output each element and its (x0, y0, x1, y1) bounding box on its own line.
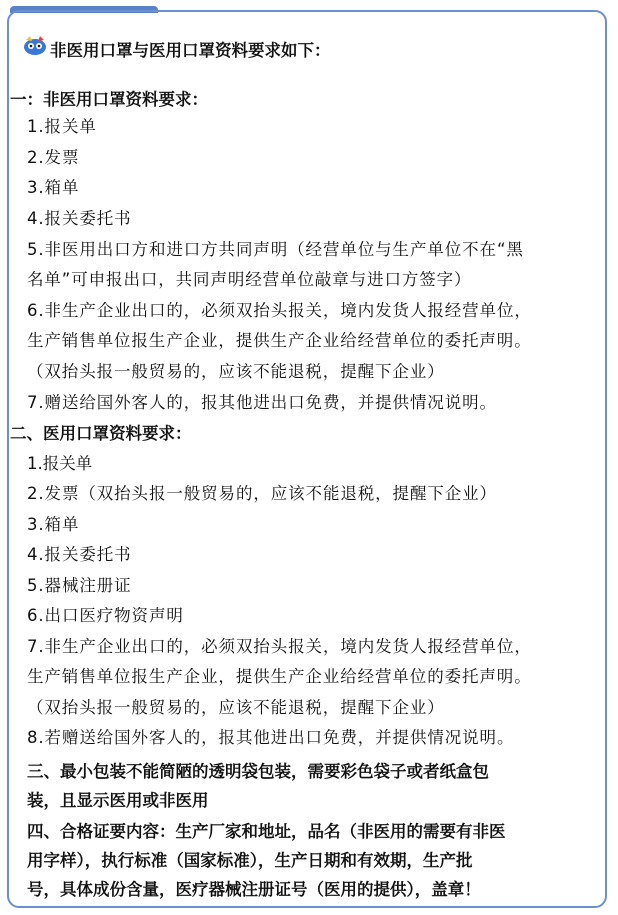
list-item: 5.器械注册证 (27, 576, 132, 595)
list-item: 2.发票（双抬头报一般贸易的，应该不能退税，提醒下企业） (27, 484, 497, 503)
section-paragraph: 号，具体成份含量，医疗器械注册证号（医用的提供），盖章！ (27, 880, 481, 899)
list-item: 8.若赠送给国外客人的，报其他进出口免费，并提供情况说明。 (27, 728, 515, 747)
section-paragraph: 装，且显示医用或非医用 (27, 791, 209, 810)
section-paragraph: 四、合格证要内容：生产厂家和地址，品名（非医用的需要有非医 (27, 822, 506, 841)
list-item: 3.箱单 (27, 515, 80, 534)
section-heading: 一：非医用口罩资料要求： (10, 90, 208, 109)
list-item: 7.非生产企业出口的，必须双抬头报关，境内发货人报经营单位， (27, 637, 532, 656)
section-paragraph: 三、最小包装不能简陋的透明袋包装，需要彩色袋子或者纸盒包 (27, 762, 489, 781)
section-heading: 二、医用口罩资料要求： (10, 424, 192, 443)
list-item: 生产销售单位报生产企业，提供生产企业给经营单位的委托声明。 (27, 667, 532, 686)
list-item: 3.箱单 (27, 178, 80, 197)
list-item: （双抬头报一般贸易的，应该不能退税，提醒下企业） (27, 362, 445, 381)
list-item: 1.报关单 (27, 117, 97, 136)
page-title: 非医用口罩与医用口罩资料要求如下： (50, 41, 331, 60)
list-item: 生产销售单位报生产企业，提供生产企业给经营单位的委托声明。 (27, 331, 532, 350)
list-item: 名单”可申报出口，共同声明经营单位敲章与进口方签字） (27, 270, 472, 289)
list-item: 5.非医用出口方和进口方共同声明（经营单位与生产单位不在“黑 (27, 240, 524, 259)
list-item: 7.赠送给国外客人的，报其他进出口免费，并提供情况说明。 (27, 393, 497, 412)
list-item: 6.出口医疗物资声明 (27, 606, 184, 625)
list-item: 2.发票 (27, 148, 80, 167)
section-paragraph: 用字样），执行标准（国家标准），生产日期和有效期，生产批 (27, 851, 473, 870)
list-item: 6.非生产企业出口的，必须双抬头报关，境内发货人报经营单位， (27, 301, 532, 320)
list-item: 4.报关委托书 (27, 545, 132, 564)
mascot-icon (22, 34, 48, 56)
list-item: 4.报关委托书 (27, 209, 132, 228)
list-item: （双抬头报一般贸易的，应该不能退税，提醒下企业） (27, 698, 445, 717)
list-item: 1.报关单 (27, 454, 93, 473)
